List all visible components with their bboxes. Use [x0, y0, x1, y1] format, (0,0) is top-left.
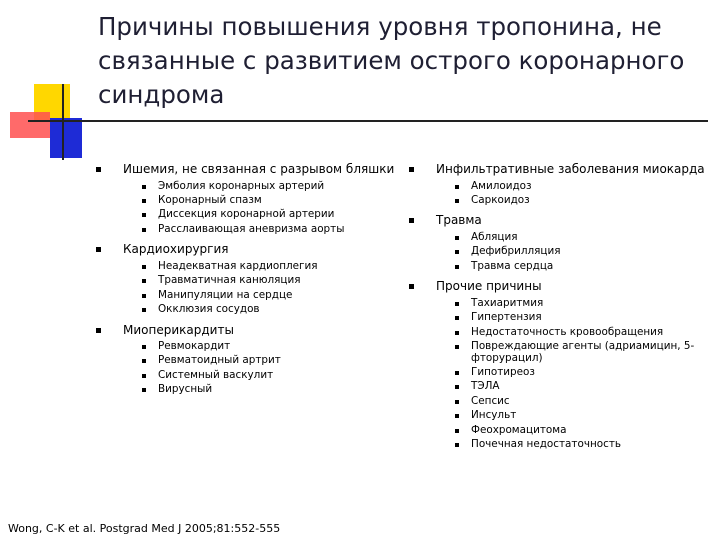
left-column [95, 163, 395, 404]
list-item-text: Вирусный [158, 383, 213, 396]
list-item [95, 209, 395, 221]
list-item-text: Ревматоидный артрит [158, 354, 281, 367]
left-group-0-items [95, 181, 395, 236]
bullet-square-icon [142, 308, 146, 312]
list-item [408, 439, 708, 451]
bullet-square-icon [142, 265, 146, 269]
list-item [408, 312, 708, 324]
bullet-square-icon [455, 316, 459, 320]
bullet-square-icon [409, 218, 414, 223]
bullet-square-icon [455, 414, 459, 418]
list-item-text: Гипотиреоз [471, 366, 535, 379]
bullet-square-icon [455, 185, 459, 189]
bullet-square-icon [455, 345, 459, 349]
left-group-label [95, 243, 395, 256]
list-item [95, 195, 395, 207]
list-item-text: Инсульт [471, 409, 517, 422]
list-item-text: Неадекватная кардиоплегия [158, 259, 318, 272]
list-item-text: Повреждающие агенты (адриамицин, 5-фторурацил) [471, 340, 695, 364]
list-item [95, 370, 395, 382]
list-item [95, 304, 395, 316]
bullet-square-icon [455, 400, 459, 404]
bullet-square-icon [142, 374, 146, 378]
right-group-label [408, 163, 708, 176]
bullet-square-icon [142, 345, 146, 349]
list-item [95, 261, 395, 273]
list-item-text: Расслаивающая аневризма аорты [158, 222, 345, 235]
list-item [408, 396, 708, 408]
bullet-square-icon [96, 328, 101, 333]
list-item-text: Абляция [471, 230, 518, 243]
list-item [408, 261, 708, 273]
list-item [408, 341, 708, 364]
list-item-text: Гипертензия [471, 311, 542, 324]
list-item-text: Феохромацитома [471, 423, 567, 436]
list-item [408, 246, 708, 258]
list-item [408, 410, 708, 422]
bullet-square-icon [455, 302, 459, 306]
list-item [95, 384, 395, 396]
list-item [408, 195, 708, 207]
list-item [408, 367, 708, 379]
bullet-square-icon [142, 388, 146, 392]
slide-title: Причины повышения уровня тропонина, не связанные с развитием острого коронарного синдрома [98, 12, 685, 109]
list-item [95, 224, 395, 236]
bullet-square-icon [455, 199, 459, 203]
list-item [408, 425, 708, 437]
list-item-text: Травма сердца [471, 259, 554, 272]
right-group-label [408, 280, 708, 293]
left-group-0-label: Ишемия, не связанная с разрывом бляшки [123, 162, 395, 176]
decor-horizontal-line [28, 120, 708, 122]
decor-vertical-line [62, 84, 64, 160]
bullet-square-icon [455, 331, 459, 335]
list-item-text: Диссекция коронарной артерии [158, 208, 335, 221]
right-group-2-label: Прочие причины [436, 279, 542, 294]
list-item [408, 298, 708, 310]
bullet-square-icon [142, 279, 146, 283]
list-item-text: Ревмокардит [158, 340, 231, 353]
list-item-text: ТЭЛА [471, 380, 500, 393]
bullet-square-icon [409, 284, 414, 289]
bullet-square-icon [455, 236, 459, 240]
list-item-text: Окклюзия сосудов [158, 302, 260, 315]
bullet-square-icon [142, 294, 146, 298]
list-item-text: Сепсис [471, 394, 510, 407]
list-item [95, 355, 395, 367]
bullet-square-icon [409, 167, 414, 172]
bullet-square-icon [142, 359, 146, 363]
decor-blue-square [50, 118, 82, 158]
list-item-text: Эмболия коронарных артерий [158, 179, 325, 192]
list-item [408, 327, 708, 339]
decor-red-square [10, 112, 50, 138]
left-group-label [95, 324, 395, 337]
left-group-1-items [95, 261, 395, 316]
bullet-square-icon [142, 228, 146, 232]
list-item-text: Тахиаритмия [471, 296, 544, 309]
bullet-square-icon [455, 265, 459, 269]
bullet-square-icon [96, 247, 101, 252]
list-item [408, 181, 708, 193]
list-item-text: Почечная недостаточность [471, 437, 622, 450]
right-group-0-items [408, 181, 708, 207]
bullet-square-icon [96, 167, 101, 172]
list-item-text: Недостаточность кровообращения [471, 325, 664, 338]
right-group-1-items [408, 232, 708, 272]
bullet-square-icon [142, 213, 146, 217]
list-item-text: Саркоидоз [471, 193, 530, 206]
left-group-label [95, 163, 395, 176]
bullet-square-icon [455, 429, 459, 433]
list-item [95, 181, 395, 193]
bullet-square-icon [455, 250, 459, 254]
bullet-square-icon [142, 199, 146, 203]
bullet-square-icon [455, 371, 459, 375]
list-item [408, 381, 708, 393]
list-item-text: Манипуляции на сердце [158, 288, 293, 301]
right-group-label [408, 214, 708, 227]
right-group-0-label: Инфильтративные заболевания миокарда [436, 162, 705, 176]
left-group-2-items [95, 341, 395, 396]
bullet-square-icon [455, 443, 459, 447]
bullet-square-icon [455, 385, 459, 389]
citation-footer: Wong, C-K et al. Postgrad Med J 2005;81:552-555 [8, 522, 281, 535]
list-item-text: Системный васкулит [158, 368, 274, 381]
bullet-square-icon [142, 185, 146, 189]
left-group-1-label: Кардиохирургия [123, 242, 229, 257]
right-group-1-label: Травма [436, 213, 482, 228]
list-item [408, 232, 708, 244]
left-group-2-label: Миоперикардиты [123, 322, 234, 337]
list-item-text: Дефибрилляция [471, 245, 561, 258]
list-item-text: Коронарный спазм [158, 193, 262, 206]
list-item [95, 290, 395, 302]
right-column [408, 163, 708, 459]
list-item-text: Амилоидоз [471, 179, 532, 192]
right-group-2-items [408, 298, 708, 451]
list-item [95, 275, 395, 287]
list-item [95, 341, 395, 353]
list-item-text: Травматичная канюляция [158, 274, 301, 287]
